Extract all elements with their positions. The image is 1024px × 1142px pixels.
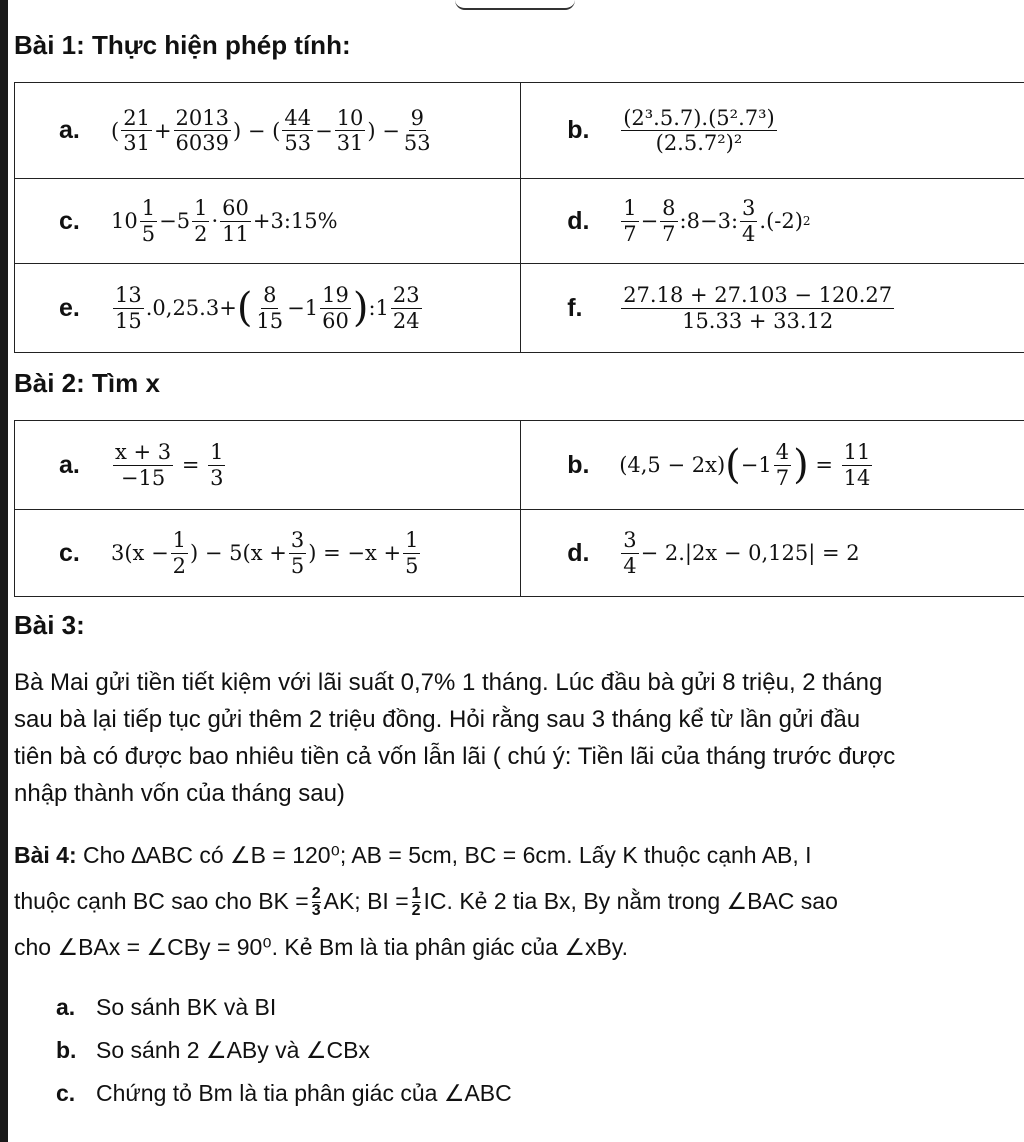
- bai2-c-label: c.: [59, 538, 80, 567]
- bai4-subquestions: [56, 986, 512, 1115]
- bai2-title: Bài 2: Tìm x: [14, 368, 160, 398]
- bai3-paragraph: [14, 664, 1024, 812]
- bai1-d-expression: $\frac{1}{7}$ − $\frac{8}{7}$ :8−3: $\frac{3}{4}$ .(-2) 2: [623, 196, 811, 246]
- bai3-line: nhập thành vốn của tháng sau): [14, 780, 345, 807]
- bai1-e-label: e.: [59, 293, 80, 322]
- left-edge-rule: [0, 0, 8, 1142]
- bai2-b-expression: (4,5 − 2x) ( −1 $\frac{4}{7}$ ) = $\frac{11}{14}$: [619, 440, 871, 490]
- bai2-table: [14, 420, 1024, 597]
- bai1-d-label: d.: [567, 206, 590, 235]
- bai1-c-expression: 10 $\frac{1}{5}$ −5 $\frac{1}{2}$ · $\frac{60}{11}$ +3:15%: [111, 196, 338, 246]
- bai2-a-label: a.: [59, 450, 80, 479]
- bai1-c-label: c.: [59, 206, 80, 235]
- bai1-f-label: f.: [567, 293, 583, 322]
- bai1-cell-d: [521, 179, 1024, 264]
- list-item: b. So sánh 2 ∠ABy và ∠CBx: [56, 1037, 370, 1063]
- bai4-line-3: cho ∠BAx = ∠CBy = 90⁰. Kẻ Bm là tia phân giác của ∠xBy.: [14, 934, 628, 960]
- list-item: a. So sánh BK và BI: [56, 994, 277, 1020]
- bai2-cell-a: [15, 421, 521, 510]
- bai1-a-expression: ( $\frac{21}{31}$ + $\frac{2013}{6039}$ ) − ( $\frac{44}{53}$ − $\frac{10}{31}$ ) − $\frac{9}{53}$: [111, 105, 431, 155]
- bai4-paragraph: [14, 832, 1024, 970]
- bai1-b-label: b.: [567, 116, 590, 144]
- bai2-cell-b: [521, 421, 1024, 510]
- bai1-table: [14, 82, 1024, 353]
- bai2-cell-c: [15, 510, 521, 597]
- bai3-line: Bà Mai gửi tiền tiết kiệm với lãi suất 0,7% 1 tháng. Lúc đầu bà gửi 8 triệu, 2 tháng: [14, 669, 883, 696]
- bai3-line: tiên bà có được bao nhiêu tiền cả vốn lẫn lãi ( chú ý: Tiền lãi của tháng trước được: [14, 743, 896, 770]
- bai2-cell-d: [521, 510, 1024, 597]
- bai2-b-label: b.: [567, 450, 590, 479]
- bai3-line: sau bà lại tiếp tục gửi thêm 2 triệu đồng. Hỏi rằng sau 3 tháng kể từ lần gửi đầu: [14, 706, 861, 733]
- bai2-d-label: d.: [567, 538, 590, 567]
- bai4-title: Bài 4:: [14, 842, 77, 868]
- bai3-title: Bài 3:: [14, 610, 85, 640]
- bai1-a-label: a.: [59, 116, 80, 144]
- bai1-b-expression: $\frac{\text{(2³.5.7).(5².7³)}}{\text{(2.5.7²)²}}$: [623, 105, 775, 155]
- bai1-f-expression: $\frac{27.18 + 27.103 - 120.27}{15.33 + 33.12}$: [623, 283, 893, 333]
- bai1-title: Bài 1: Thực hiện phép tính:: [14, 30, 351, 60]
- bai4-line-1: Bài 4: Cho ∆ABC có ∠B = 120⁰; AB = 5cm, BC = 6cm. Lấy K thuộc cạnh AB, I: [14, 842, 812, 868]
- bai1-e-expression: $\frac{13}{15}$ .0,25.3+ ( $\frac{8}{15}$ −1 $\frac{19}{60}$ ) :1 $\frac{23}{24}$: [115, 283, 420, 333]
- bai2-c-expression: 3(x − $\frac{1}{2}$ ) − 5(x + $\frac{3}{5}$ ) = −x + $\frac{1}{5}$: [111, 528, 419, 578]
- bai2-d-expression: $\frac{3}{4}$ − 2.|2x − 0,125| = 2: [623, 528, 860, 578]
- bai1-cell-c: [15, 179, 521, 264]
- bai1-cell-e: [15, 264, 521, 353]
- top-cropped-mark: [455, 0, 575, 10]
- bai2-a-expression: $\frac{x + 3}{-15}$ = $\frac{1}{3}$: [115, 440, 224, 490]
- bai1-cell-b: [521, 83, 1024, 179]
- bai4-line-2: thuộc cạnh BC sao cho BK = $\frac{2}{3}$ AK; BI = $\frac{1}{2}$ IC. Kẻ 2 tia Bx, By nằm trong ∠BAC sao: [14, 885, 838, 920]
- bai1-cell-f: [521, 264, 1024, 353]
- list-item: c. Chứng tỏ Bm là tia phân giác của ∠ABC: [56, 1080, 512, 1106]
- bai1-cell-a: [15, 83, 521, 179]
